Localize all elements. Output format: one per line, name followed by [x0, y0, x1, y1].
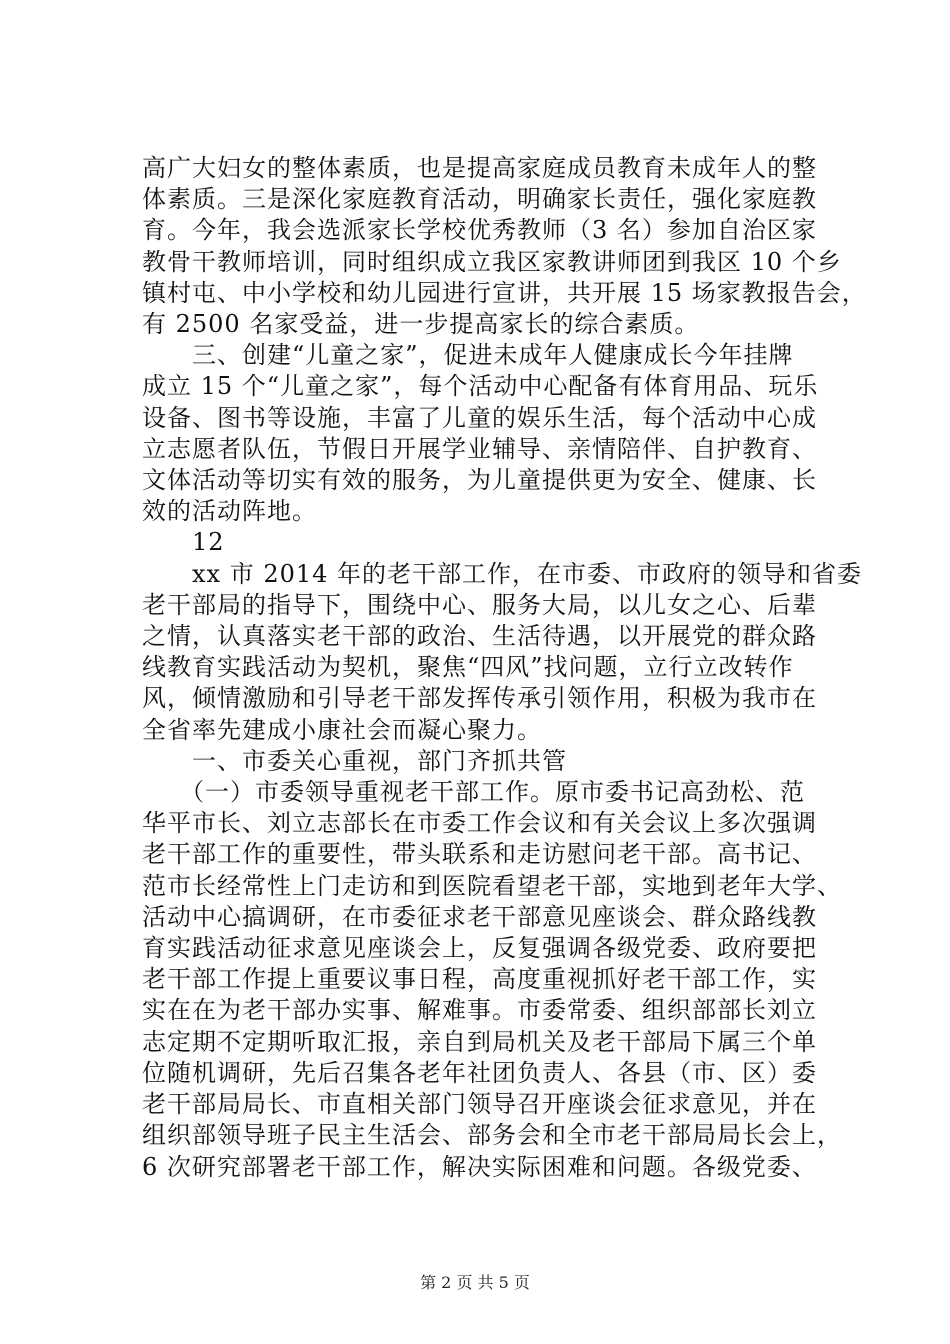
section-number: 12 [142, 528, 225, 557]
text-line: （一）市委领导重视老干部工作。原市委书记高劲松、范 [142, 778, 805, 807]
text-line: 之情，认真落实老干部的政治、生活待遇，以开展党的群众路 [142, 622, 817, 651]
text-line: xx 市 2014 年的老干部工作，在市委、市政府的领导和省委 [142, 559, 863, 588]
text-line: 高广大妇女的整体素质，也是提高家庭成员教育未成年人的整 [142, 154, 817, 182]
text-line: 线教育实践活动为契机，聚焦“四风”找问题，立行立改转作 [142, 653, 794, 682]
text-line: 实在在为老干部办实事、解难事。市委常委、组织部部长刘立 [142, 996, 817, 1025]
text-line: 成立 15 个“儿童之家”，每个活动中心配备有体育用品、玩乐 [142, 372, 819, 401]
text-line: 育。今年，我会选派家长学校优秀教师（3 名）参加自治区家 [142, 216, 817, 245]
text-line: 全省率先建成小康社会而凝心聚力。 [142, 715, 542, 744]
text-line: 活动中心搞调研，在市委征求老干部意见座谈会、群众路线教 [142, 902, 817, 931]
text-line: 文体活动等切实有效的服务，为儿童提供更为安全、健康、长 [142, 466, 817, 495]
text-line: 组织部领导班子民主生活会、部务会和全市老干部局局长会上， [142, 1121, 842, 1150]
text-line: 位随机调研，先后召集各老年社团负责人、各县（市、区）委 [142, 1058, 817, 1087]
page-footer: 第 2 页 共 5 页 [420, 1273, 530, 1292]
text-line: 老干部工作提上重要议事日程，高度重视抓好老干部工作，实 [142, 965, 817, 994]
text-line: 立志愿者队伍，节假日开展学业辅导、亲情陪伴、自护教育、 [142, 434, 817, 463]
text-line: 效的活动阵地。 [142, 497, 317, 526]
text-line: 华平市长、刘立志部长在市委工作会议和有关会议上多次强调 [142, 809, 817, 838]
text-line: 教骨干教师培训，同时组织成立我区家教讲师团到我区 10 个乡 [142, 247, 842, 276]
text-line: 老干部局的指导下，围绕中心、服务大局，以儿女之心、后辈 [142, 590, 817, 619]
text-line: 育实践活动征求意见座谈会上，反复强调各级党委、政府要把 [142, 934, 817, 963]
text-line: 体素质。三是深化家庭教育活动，明确家长责任，强化家庭教 [142, 185, 817, 214]
text-line: 设备、图书等设施，丰富了儿童的娱乐生活，每个活动中心成 [142, 403, 817, 432]
text-line: 6 次研究部署老干部工作，解决实际困难和问题。各级党委、 [142, 1152, 817, 1181]
text-line: 有 2500 名家受益，进一步提高家长的综合素质。 [142, 310, 700, 339]
text-line: 老干部工作的重要性，带头联系和走访慰问老干部。高书记、 [142, 840, 817, 869]
text-line: 范市长经常性上门走访和到医院看望老干部，实地到老年大学、 [142, 871, 842, 900]
section-heading: 三、创建“儿童之家”，促进未成年人健康成长今年挂牌 [142, 341, 794, 370]
text-line: 风，倾情激励和引导老干部发挥传承引领作用，积极为我市在 [142, 684, 817, 713]
text-line: 老干部局局长、市直相关部门领导召开座谈会征求意见，并在 [142, 1090, 817, 1119]
section-heading: 一、市委关心重视，部门齐抓共管 [142, 746, 567, 775]
text-line: 志定期不定期听取汇报，亲自到局机关及老干部局下属三个单 [142, 1027, 817, 1056]
body-text [142, 153, 867, 1183]
text-line: 镇村屯、中小学校和幼儿园进行宣讲，共开展 15 场家教报告会， [142, 278, 867, 307]
